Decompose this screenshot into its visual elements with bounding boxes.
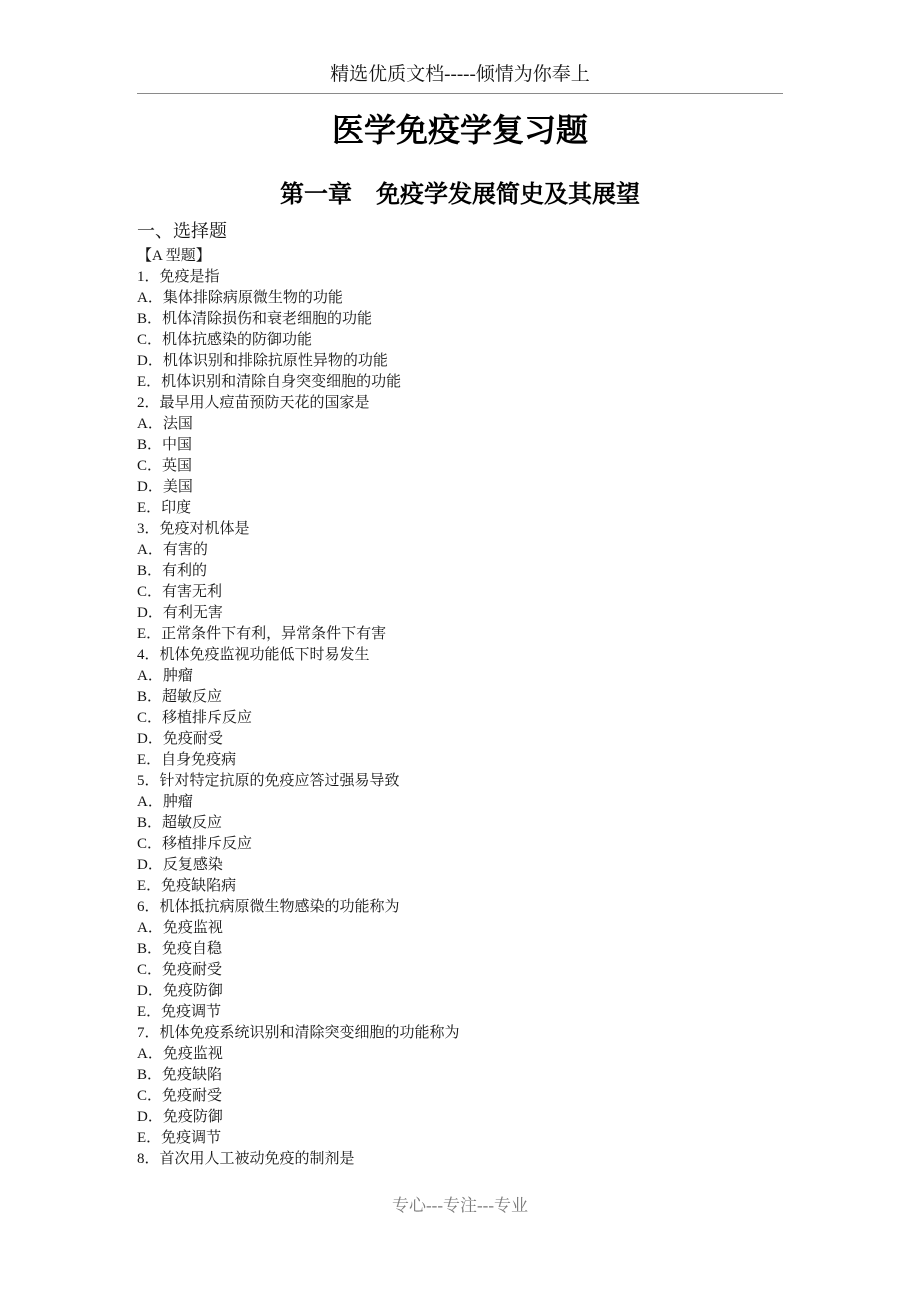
question-line (137, 393, 783, 414)
option-text: 免疫调节 (161, 1004, 222, 1020)
option-line (137, 708, 783, 729)
option-text: 机体识别和清除自身突变细胞的功能 (161, 374, 402, 390)
option-line (137, 855, 783, 876)
option-text: 超敏反应 (162, 815, 223, 831)
question-line (137, 1023, 783, 1044)
option-text: 移植排斥反应 (162, 710, 253, 726)
option-text: 正常条件下有利，异常条件下有害 (161, 626, 387, 642)
option-label: B． (137, 311, 163, 327)
question-text: 机体免疫系统识别和清除突变细胞的功能称为 (159, 1025, 460, 1041)
option-line (137, 498, 783, 519)
option-line (137, 477, 783, 498)
question-type-label: 【A 型题】 (137, 248, 211, 264)
option-line (137, 1065, 783, 1086)
option-text: 有利无害 (162, 605, 223, 621)
option-text: 有害无利 (162, 584, 223, 600)
option-text: 肿瘤 (162, 668, 193, 684)
option-line (137, 981, 783, 1002)
option-line (137, 603, 783, 624)
option-text: 超敏反应 (162, 689, 223, 705)
option-text: 免疫监视 (162, 1046, 223, 1062)
option-text: 免疫防御 (162, 1109, 223, 1125)
option-line (137, 540, 783, 561)
option-text: 免疫耐受 (162, 731, 223, 747)
option-text: 免疫耐受 (162, 962, 223, 978)
question-number: 1． (137, 269, 160, 285)
option-label: B． (137, 1067, 163, 1083)
option-text: 免疫自稳 (162, 941, 223, 957)
option-line (137, 750, 783, 771)
section-heading: 一、选择题 (137, 221, 227, 241)
option-line (137, 687, 783, 708)
option-line (137, 624, 783, 645)
option-text: 移植排斥反应 (162, 836, 253, 852)
question-text: 针对特定抗原的免疫应答过强易导致 (159, 773, 400, 789)
question-text: 机体抵抗病原微生物感染的功能称为 (159, 899, 400, 915)
option-line (137, 414, 783, 435)
option-text: 集体排除病原微生物的功能 (162, 290, 343, 306)
option-line (137, 288, 783, 309)
question-line (137, 519, 783, 540)
option-text: 机体识别和排除抗原性异物的功能 (162, 353, 388, 369)
option-label: C． (137, 962, 163, 978)
option-text: 免疫防御 (162, 983, 223, 999)
option-line (137, 1107, 783, 1128)
option-label: D． (137, 731, 163, 747)
option-text: 法国 (162, 416, 193, 432)
option-label: E． (137, 1130, 162, 1146)
option-label: E． (137, 626, 162, 642)
question-number: 8． (137, 1151, 160, 1167)
option-text: 美国 (162, 479, 193, 495)
question-text: 机体免疫监视功能低下时易发生 (159, 647, 370, 663)
option-label: D． (137, 479, 163, 495)
option-text: 免疫监视 (162, 920, 223, 936)
option-label: C． (137, 584, 163, 600)
option-text: 免疫耐受 (162, 1088, 223, 1104)
option-label: A． (137, 920, 163, 936)
option-line (137, 582, 783, 603)
option-line (137, 792, 783, 813)
option-text: 有害的 (162, 542, 208, 558)
option-label: D． (137, 353, 163, 369)
option-line (137, 372, 783, 393)
option-label: A． (137, 1046, 163, 1062)
option-text: 免疫缺陷病 (161, 878, 237, 894)
option-line (137, 456, 783, 477)
document-title: 医学免疫学复习题 (331, 112, 588, 148)
option-line (137, 351, 783, 372)
option-label: B． (137, 941, 163, 957)
option-line (137, 1128, 783, 1149)
question-number: 4． (137, 647, 160, 663)
question-number: 3． (137, 521, 160, 537)
option-label: B． (137, 815, 163, 831)
chapter-heading: 第一章 免疫学发展简史及其展望 (280, 182, 640, 208)
question-text: 免疫是指 (159, 269, 220, 285)
option-label: C． (137, 710, 163, 726)
option-text: 反复感染 (162, 857, 223, 873)
option-label: A． (137, 542, 163, 558)
option-label: D． (137, 983, 163, 999)
option-label: B． (137, 689, 163, 705)
option-text: 免疫调节 (161, 1130, 222, 1146)
question-line (137, 771, 783, 792)
page-header (0, 0, 920, 94)
option-line (137, 330, 783, 351)
option-label: B． (137, 563, 163, 579)
option-text: 肿瘤 (162, 794, 193, 810)
option-label: E． (137, 1004, 162, 1020)
option-text: 机体清除损伤和衰老细胞的功能 (162, 311, 373, 327)
footer-text: 专心---专注---专业 (392, 1196, 528, 1215)
option-label: C． (137, 458, 163, 474)
option-text: 有利的 (162, 563, 208, 579)
option-label: E． (137, 878, 162, 894)
option-text: 免疫缺陷 (162, 1067, 223, 1083)
option-line (137, 309, 783, 330)
question-line (137, 897, 783, 918)
option-text: 印度 (161, 500, 192, 516)
option-text: 机体抗感染的防御功能 (162, 332, 313, 348)
option-label: B． (137, 437, 163, 453)
option-line (137, 561, 783, 582)
question-list (137, 246, 783, 1170)
option-label: A． (137, 668, 163, 684)
option-line (137, 876, 783, 897)
header-text: 精选优质文档-----倾情为你奉上 (137, 62, 783, 94)
option-label: A． (137, 416, 163, 432)
question-number: 7． (137, 1025, 160, 1041)
option-line (137, 666, 783, 687)
option-label: E． (137, 374, 162, 390)
option-text: 英国 (162, 458, 193, 474)
option-line (137, 939, 783, 960)
question-text: 免疫对机体是 (159, 521, 250, 537)
question-line (137, 267, 783, 288)
question-number: 6． (137, 899, 160, 915)
option-label: A． (137, 290, 163, 306)
option-label: D． (137, 605, 163, 621)
option-label: D． (137, 1109, 163, 1125)
option-text: 自身免疫病 (161, 752, 237, 768)
option-label: C． (137, 836, 163, 852)
question-line (137, 645, 783, 666)
option-line (137, 918, 783, 939)
option-label: E． (137, 500, 162, 516)
option-label: C． (137, 1088, 163, 1104)
option-label: C． (137, 332, 163, 348)
question-number: 5． (137, 773, 160, 789)
option-line (137, 1002, 783, 1023)
option-label: A． (137, 794, 163, 810)
question-line (137, 1149, 783, 1170)
option-line (137, 1086, 783, 1107)
question-number: 2． (137, 395, 160, 411)
question-text: 最早用人痘苗预防天花的国家是 (159, 395, 370, 411)
option-line (137, 834, 783, 855)
option-label: E． (137, 752, 162, 768)
option-label: D． (137, 857, 163, 873)
question-text: 首次用人工被动免疫的制剂是 (159, 1151, 355, 1167)
option-text: 中国 (162, 437, 193, 453)
option-line (137, 813, 783, 834)
option-line (137, 729, 783, 750)
option-line (137, 435, 783, 456)
option-line (137, 960, 783, 981)
option-line (137, 1044, 783, 1065)
